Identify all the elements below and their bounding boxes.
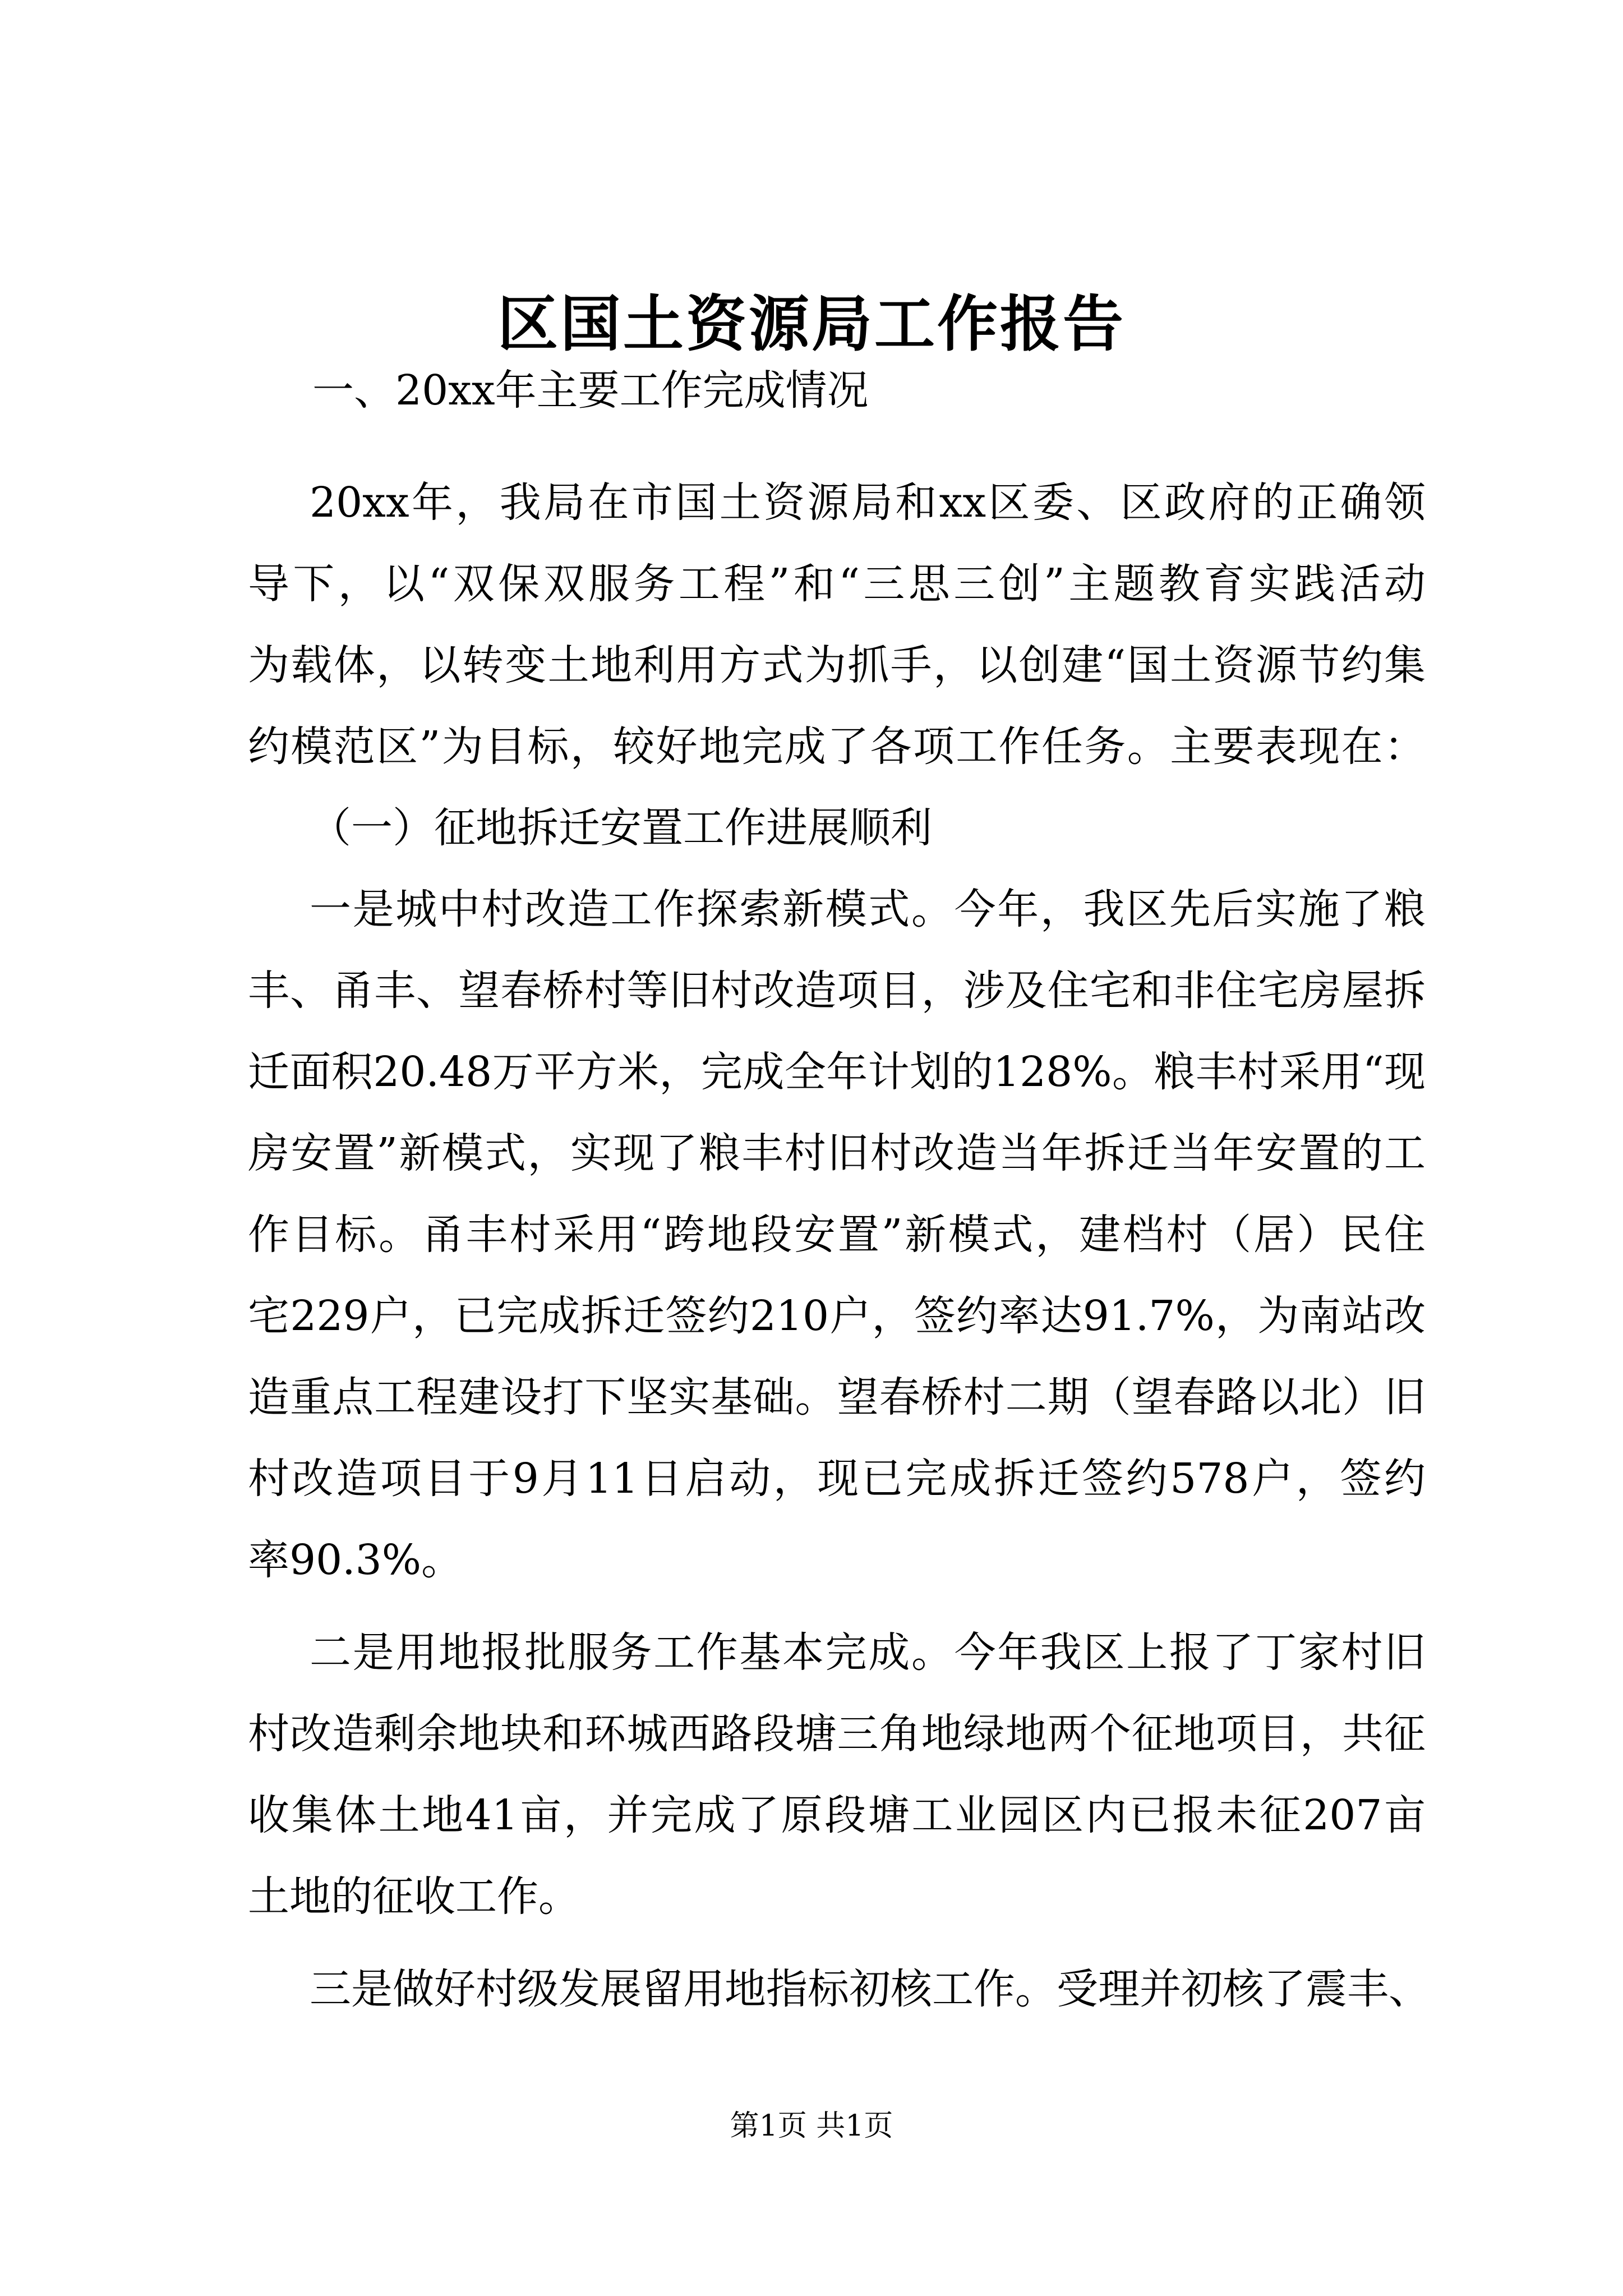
paragraph-line: 收集体土地41亩，并完成了原段塘工业园区内已报未征207亩 [248, 1791, 1426, 1839]
paragraph-line: 二是用地报批服务工作基本完成。今年我区上报了丁家村旧 [310, 1628, 1426, 1677]
paragraph-line: 作目标。甬丰村采用“跨地段安置”新模式，建档村（居）民住 [248, 1211, 1426, 1259]
paragraph-line: 迁面积20.48万平方米，完成全年计划的128%。粮丰村采用“现 [248, 1048, 1426, 1096]
paragraph-line: 造重点工程建设打下坚实基础。望春桥村二期（望春路以北）旧 [248, 1373, 1426, 1421]
paragraph-line: 村改造项目于9月11日启动，现已完成拆迁签约578户，签约 [248, 1455, 1426, 1503]
paragraph-line: 20xx年，我局在市国土资源局和xx区委、区政府的正确领 [310, 478, 1426, 527]
page-footer: 第1页 共1页 [730, 2109, 893, 2143]
paragraph-line: 村改造剩余地块和环城西路段塘三角地绿地两个征地项目，共征 [248, 1710, 1426, 1758]
paragraph-line: 土地的征收工作。 [248, 1872, 580, 1921]
paragraph-line: 三是做好村级发展留用地指标初核工作。受理并初核了震丰、 [310, 1965, 1430, 2013]
paragraph-line: 房安置”新模式，实现了粮丰村旧村改造当年拆迁当年安置的工 [248, 1129, 1426, 1177]
subsection-heading-1: （一）征地拆迁安置工作进展顺利 [310, 804, 932, 852]
paragraph-line: 为载体，以转变土地利用方式为抓手，以创建“国土资源节约集 [248, 641, 1426, 689]
document-title: 区国土资源局工作报告 [497, 289, 1126, 360]
section-heading-1: 一、20xx年主要工作完成情况 [312, 366, 869, 415]
paragraph-line: 丰、甬丰、望春桥村等旧村改造项目，涉及住宅和非住宅房屋拆 [248, 967, 1426, 1015]
paragraph-line: 约模范区”为目标，较好地完成了各项工作任务。主要表现在： [248, 723, 1426, 771]
paragraph-line: 宅229户，已完成拆迁签约210户，签约率达91.7%，为南站改 [248, 1292, 1426, 1340]
paragraph-line: 导下，以“双保双服务工程”和“三思三创”主题教育实践活动 [248, 560, 1426, 608]
paragraph-line: 一是城中村改造工作探索新模式。今年，我区先后实施了粮 [310, 885, 1426, 933]
paragraph-line: 率90.3%。 [248, 1536, 463, 1584]
